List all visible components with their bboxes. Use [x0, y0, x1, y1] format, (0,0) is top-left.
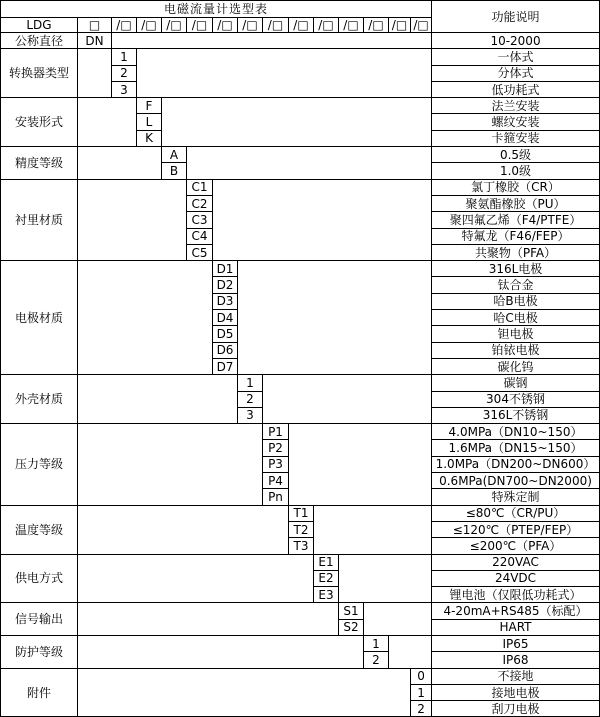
option-code-cell: Pn [263, 489, 289, 505]
option-code-cell: D1 [213, 261, 238, 277]
option-code-cell: DN [78, 33, 112, 49]
option-desc-cell: 螺纹安装 [432, 114, 600, 130]
spacer-cell [78, 554, 314, 603]
option-code-cell: S2 [339, 619, 364, 635]
option-code-cell: K [137, 130, 162, 146]
option-desc-cell: ≤120℃（PTEP/FEP） [432, 521, 600, 537]
spacer-cell [78, 603, 339, 636]
spacer-cell [364, 603, 432, 636]
option-code-cell: C2 [187, 195, 213, 211]
category-label: 供电方式 [1, 554, 78, 603]
option-desc-cell: 1.6MPa（DN15~150） [432, 440, 600, 456]
option-desc-cell: 锂电池（仅限低功耗式） [432, 587, 600, 603]
model-code-slash-box: /□ [137, 18, 162, 33]
spacer-cell [78, 635, 364, 668]
option-desc-cell: HART [432, 619, 600, 635]
spacer-cell [78, 375, 238, 424]
option-code-cell: T1 [289, 505, 314, 521]
option-desc-cell: 钛合金 [432, 277, 600, 293]
option-desc-cell: 哈B电极 [432, 293, 600, 309]
option-desc-cell: 聚四氟乙烯（F4/PTFE） [432, 212, 600, 228]
option-code-cell: D6 [213, 342, 238, 358]
spacer-cell [389, 635, 432, 668]
option-desc-cell: 氯丁橡胶（CR） [432, 179, 600, 195]
model-code-slash-box: /□ [339, 18, 364, 33]
table-title: 电磁流量计选型表 [1, 1, 432, 18]
option-code-cell: S1 [339, 603, 364, 619]
category-label: 外壳材质 [1, 375, 78, 424]
option-desc-cell: 低功耗式 [432, 81, 600, 97]
model-code-slash-box: /□ [187, 18, 213, 33]
option-code-cell: C5 [187, 244, 213, 260]
spacer-cell [289, 424, 432, 505]
option-code-cell: D5 [213, 326, 238, 342]
option-desc-cell: 哈C电极 [432, 310, 600, 326]
option-code-cell: 1 [112, 49, 137, 65]
option-desc-cell: 316L电极 [432, 261, 600, 277]
option-code-cell: 2 [238, 391, 263, 407]
option-desc-cell: 特殊定制 [432, 489, 600, 505]
option-desc-cell: 铂铱电极 [432, 342, 600, 358]
category-label: 压力等级 [1, 424, 78, 505]
model-code-slash-box: /□ [411, 18, 432, 33]
category-label: 信号输出 [1, 603, 78, 636]
option-code-cell: 3 [238, 407, 263, 423]
option-desc-cell: 1.0MPa（DN200~DN600） [432, 456, 600, 472]
option-desc-cell: 24VDC [432, 570, 600, 586]
option-code-cell: C4 [187, 228, 213, 244]
option-code-cell: D7 [213, 358, 238, 374]
model-code-slash-box: /□ [389, 18, 411, 33]
option-code-cell: P4 [263, 473, 289, 489]
spacer-cell [78, 424, 263, 505]
option-code-cell: B [162, 163, 187, 179]
option-desc-cell: 220VAC [432, 554, 600, 570]
option-code-cell: 1 [364, 635, 389, 651]
option-desc-cell: 聚氨酯橡胶（PU） [432, 195, 600, 211]
option-code-cell: D3 [213, 293, 238, 309]
spacer-cell [78, 261, 213, 375]
spacer-cell [187, 147, 432, 180]
option-code-cell: T2 [289, 521, 314, 537]
option-desc-cell: IP68 [432, 652, 600, 668]
category-label: 精度等级 [1, 147, 78, 180]
spacer-cell [78, 98, 137, 147]
option-desc-cell: ≤200℃（PFA） [432, 538, 600, 554]
model-code-slash-box: /□ [263, 18, 289, 33]
option-desc-cell: 分体式 [432, 65, 600, 81]
option-desc-cell: 钽电极 [432, 326, 600, 342]
option-desc-cell: 0.6MPa(DN700~DN2000) [432, 473, 600, 489]
option-code-cell: C3 [187, 212, 213, 228]
option-code-cell: P2 [263, 440, 289, 456]
model-code-slash-box: /□ [213, 18, 238, 33]
spacer-cell [238, 261, 432, 375]
option-desc-cell: 刮刀电极 [432, 701, 600, 717]
option-code-cell: 2 [364, 652, 389, 668]
model-code-box: □ [78, 18, 112, 33]
spacer-cell [78, 668, 411, 717]
model-code-slash-box: /□ [289, 18, 314, 33]
option-code-cell: P1 [263, 424, 289, 440]
option-desc-cell: 碳钢 [432, 375, 600, 391]
spacer-cell [78, 179, 187, 260]
option-desc-cell: IP65 [432, 635, 600, 651]
option-code-cell: 1 [238, 375, 263, 391]
category-label: 电极材质 [1, 261, 78, 375]
category-label: 转换器类型 [1, 49, 78, 98]
option-code-cell: C1 [187, 179, 213, 195]
option-code-cell: F [137, 98, 162, 114]
option-desc-cell: 共聚物（PFA） [432, 244, 600, 260]
model-prefix: LDG [1, 18, 78, 33]
option-code-cell: P3 [263, 456, 289, 472]
option-code-cell: L [137, 114, 162, 130]
option-code-cell: 2 [112, 65, 137, 81]
option-code-cell: 0 [411, 668, 432, 684]
option-desc-cell: 304不锈钢 [432, 391, 600, 407]
option-code-cell: E1 [314, 554, 339, 570]
spacer-cell [314, 505, 432, 554]
option-desc-cell: 特氟龙（F46/FEP） [432, 228, 600, 244]
spacer-cell [263, 375, 432, 424]
model-code-slash-box: /□ [314, 18, 339, 33]
category-label: 公称直径 [1, 33, 78, 49]
spacer-cell [78, 505, 289, 554]
category-label: 温度等级 [1, 505, 78, 554]
option-code-cell: D2 [213, 277, 238, 293]
option-desc-cell: ≤80℃（CR/PU） [432, 505, 600, 521]
spacer-cell [112, 33, 432, 49]
function-description-header: 功能说明 [432, 1, 600, 33]
category-label: 附件 [1, 668, 78, 717]
option-desc-cell: 一体式 [432, 49, 600, 65]
model-code-slash-box: /□ [162, 18, 187, 33]
option-code-cell: 1 [411, 684, 432, 700]
option-desc-cell: 碳化钨 [432, 358, 600, 374]
option-code-cell: 2 [411, 701, 432, 717]
option-desc-cell: 卡箍安装 [432, 130, 600, 146]
spacer-cell [339, 554, 432, 603]
option-desc-cell: 法兰安装 [432, 98, 600, 114]
option-code-cell: E2 [314, 570, 339, 586]
option-desc-cell: 316L不锈钢 [432, 407, 600, 423]
option-code-cell: A [162, 147, 187, 163]
option-desc-cell: 0.5级 [432, 147, 600, 163]
spacer-cell [162, 98, 432, 147]
option-code-cell: 3 [112, 81, 137, 97]
option-desc-cell: 10-2000 [432, 33, 600, 49]
option-desc-cell: 1.0级 [432, 163, 600, 179]
option-desc-cell: 接地电极 [432, 684, 600, 700]
spacer-cell [78, 49, 112, 98]
option-desc-cell: 不接地 [432, 668, 600, 684]
spacer-cell [137, 49, 432, 98]
option-desc-cell: 4-20mA+RS485（标配） [432, 603, 600, 619]
category-label: 安装形式 [1, 98, 78, 147]
spacer-cell [213, 179, 432, 260]
model-code-slash-box: /□ [238, 18, 263, 33]
option-code-cell: E3 [314, 587, 339, 603]
category-label: 防护等级 [1, 635, 78, 668]
option-code-cell: D4 [213, 310, 238, 326]
model-code-slash-box: /□ [112, 18, 137, 33]
option-desc-cell: 4.0MPa（DN10~150） [432, 424, 600, 440]
model-code-slash-box: /□ [364, 18, 389, 33]
spacer-cell [78, 147, 162, 180]
option-code-cell: T3 [289, 538, 314, 554]
category-label: 衬里材质 [1, 179, 78, 260]
